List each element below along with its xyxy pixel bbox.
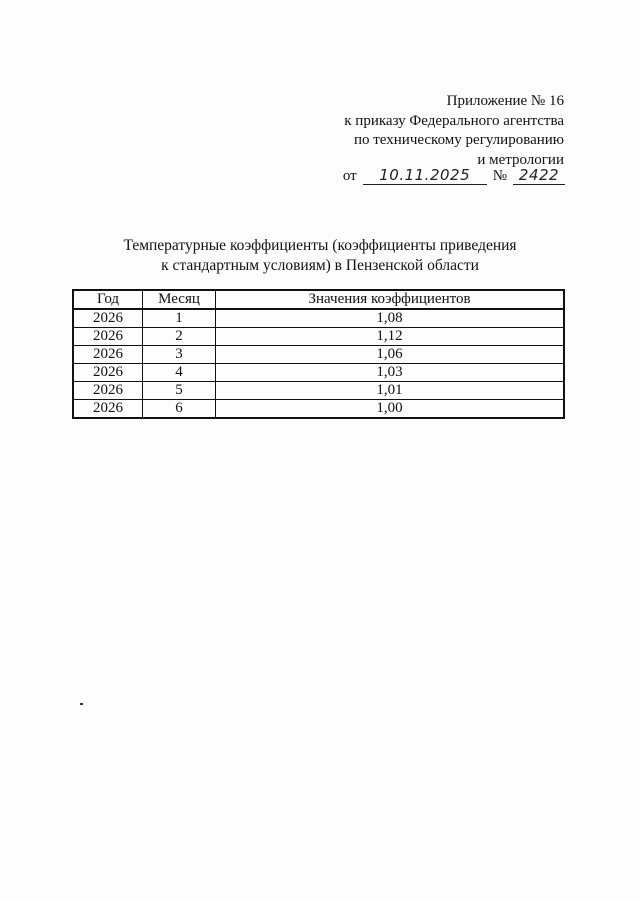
- document-title: [0, 236, 640, 276]
- table-header-row: [73, 290, 564, 309]
- table-row: [73, 346, 564, 364]
- order-reference-line: к приказу Федерального агентства: [344, 112, 564, 129]
- coefficients-table: [72, 289, 565, 419]
- cell-month: 4: [143, 364, 216, 382]
- cell-month: 3: [143, 346, 216, 364]
- cell-month: 6: [143, 400, 216, 419]
- cell-year: 2026: [73, 364, 143, 382]
- header-year: Год: [73, 290, 143, 309]
- cell-year: 2026: [73, 309, 143, 328]
- table-row: [73, 309, 564, 328]
- cell-month: 1: [143, 309, 216, 328]
- table-row: [73, 328, 564, 346]
- table-row: [73, 364, 564, 382]
- header-values: Значения коэффициентов: [216, 290, 565, 309]
- cell-value: 1,03: [216, 364, 565, 382]
- scan-speck: [80, 703, 83, 705]
- title-line-2: к стандартным условиям) в Пензенской области: [161, 257, 479, 274]
- title-line-1: Температурные коэффициенты (коэффициенты приведения: [123, 237, 517, 254]
- cell-value: 1,01: [216, 382, 565, 400]
- number-label: №: [492, 168, 507, 184]
- order-date-line: [343, 167, 565, 185]
- cell-month: 2: [143, 328, 216, 346]
- cell-value: 1,06: [216, 346, 565, 364]
- table-row: [73, 400, 564, 419]
- handwritten-order-number: 2422: [513, 167, 565, 185]
- cell-value: 1,12: [216, 328, 565, 346]
- handwritten-date: 10.11.2025: [363, 167, 487, 185]
- cell-year: 2026: [73, 382, 143, 400]
- appendix-number: Приложение № 16: [446, 93, 564, 109]
- cell-year: 2026: [73, 400, 143, 419]
- date-label: от: [342, 168, 357, 184]
- table-row: [73, 382, 564, 400]
- cell-value: 1,08: [216, 309, 565, 328]
- cell-year: 2026: [73, 346, 143, 364]
- appendix-header: [344, 92, 564, 170]
- cell-month: 5: [143, 382, 216, 400]
- agency-line: по техническому регулированию: [353, 132, 564, 148]
- cell-value: 1,00: [216, 400, 565, 419]
- header-month: Месяц: [143, 290, 216, 309]
- cell-year: 2026: [73, 328, 143, 346]
- agency-line-end: и метрологии: [477, 151, 564, 168]
